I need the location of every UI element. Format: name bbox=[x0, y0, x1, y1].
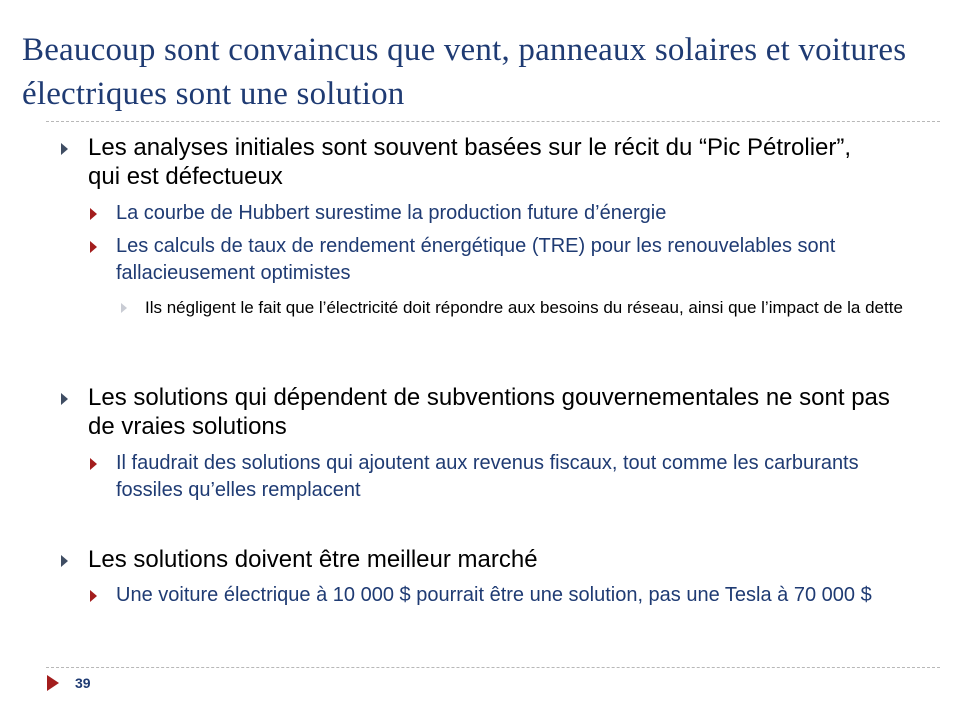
bullet-triangle-icon bbox=[61, 143, 68, 155]
sub-sub-bullet-item bbox=[145, 296, 915, 320]
sub-bullet-triangle-icon bbox=[90, 590, 97, 602]
sub-bullet-triangle-icon bbox=[90, 241, 97, 253]
bullet-triangle-icon bbox=[61, 555, 68, 567]
slide-title: Beaucoup sont convaincus que vent, panneaux solaires et voitures électriques sont une solution bbox=[22, 32, 907, 112]
bullet-item bbox=[88, 133, 888, 191]
sub-bullet-triangle-icon bbox=[90, 208, 97, 220]
sub-bullet-text: La courbe de Hubbert surestime la production future d’énergie bbox=[116, 202, 667, 224]
footer-divider bbox=[46, 667, 940, 668]
footer-triangle-icon bbox=[47, 675, 59, 691]
sub-sub-bullet-text: Ils négligent le fait que l’électricité doit répondre aux besoins du réseau, ainsi que l’impact de la dette bbox=[145, 298, 903, 317]
sub-bullet-text: Les calculs de taux de rendement énergétique (TRE) pour les renouvelables sont fallacieusement optimistes bbox=[116, 235, 836, 284]
sub-bullet-text: Il faudrait des solutions qui ajoutent aux revenus fiscaux, tout comme les carburants fossiles qu’elles remplacent bbox=[116, 452, 859, 501]
sub-bullet-triangle-icon bbox=[90, 458, 97, 470]
sub-bullet-item bbox=[116, 450, 916, 504]
bullet-item bbox=[88, 545, 918, 574]
bullet-item bbox=[88, 383, 918, 441]
sub-bullet-text: Une voiture électrique à 10 000 $ pourrait être une solution, pas une Tesla à 70 000 $ bbox=[116, 584, 872, 606]
sub-bullet-item bbox=[116, 582, 916, 609]
sub-bullet-item bbox=[116, 233, 836, 287]
page-number: 39 bbox=[75, 675, 91, 691]
bullet-text: Les solutions doivent être meilleur marché bbox=[88, 546, 538, 573]
bullet-text: Les analyses initiales sont souvent basées sur le récit du “Pic Pétrolier”, qui est défectueux bbox=[88, 134, 852, 190]
title-divider bbox=[46, 121, 940, 122]
bullet-triangle-icon bbox=[61, 393, 68, 405]
bullet-text: Les solutions qui dépendent de subventions gouvernementales ne sont pas de vraies solutions bbox=[88, 384, 890, 440]
sub-sub-bullet-triangle-icon bbox=[121, 303, 127, 313]
sub-bullet-item bbox=[116, 200, 906, 227]
